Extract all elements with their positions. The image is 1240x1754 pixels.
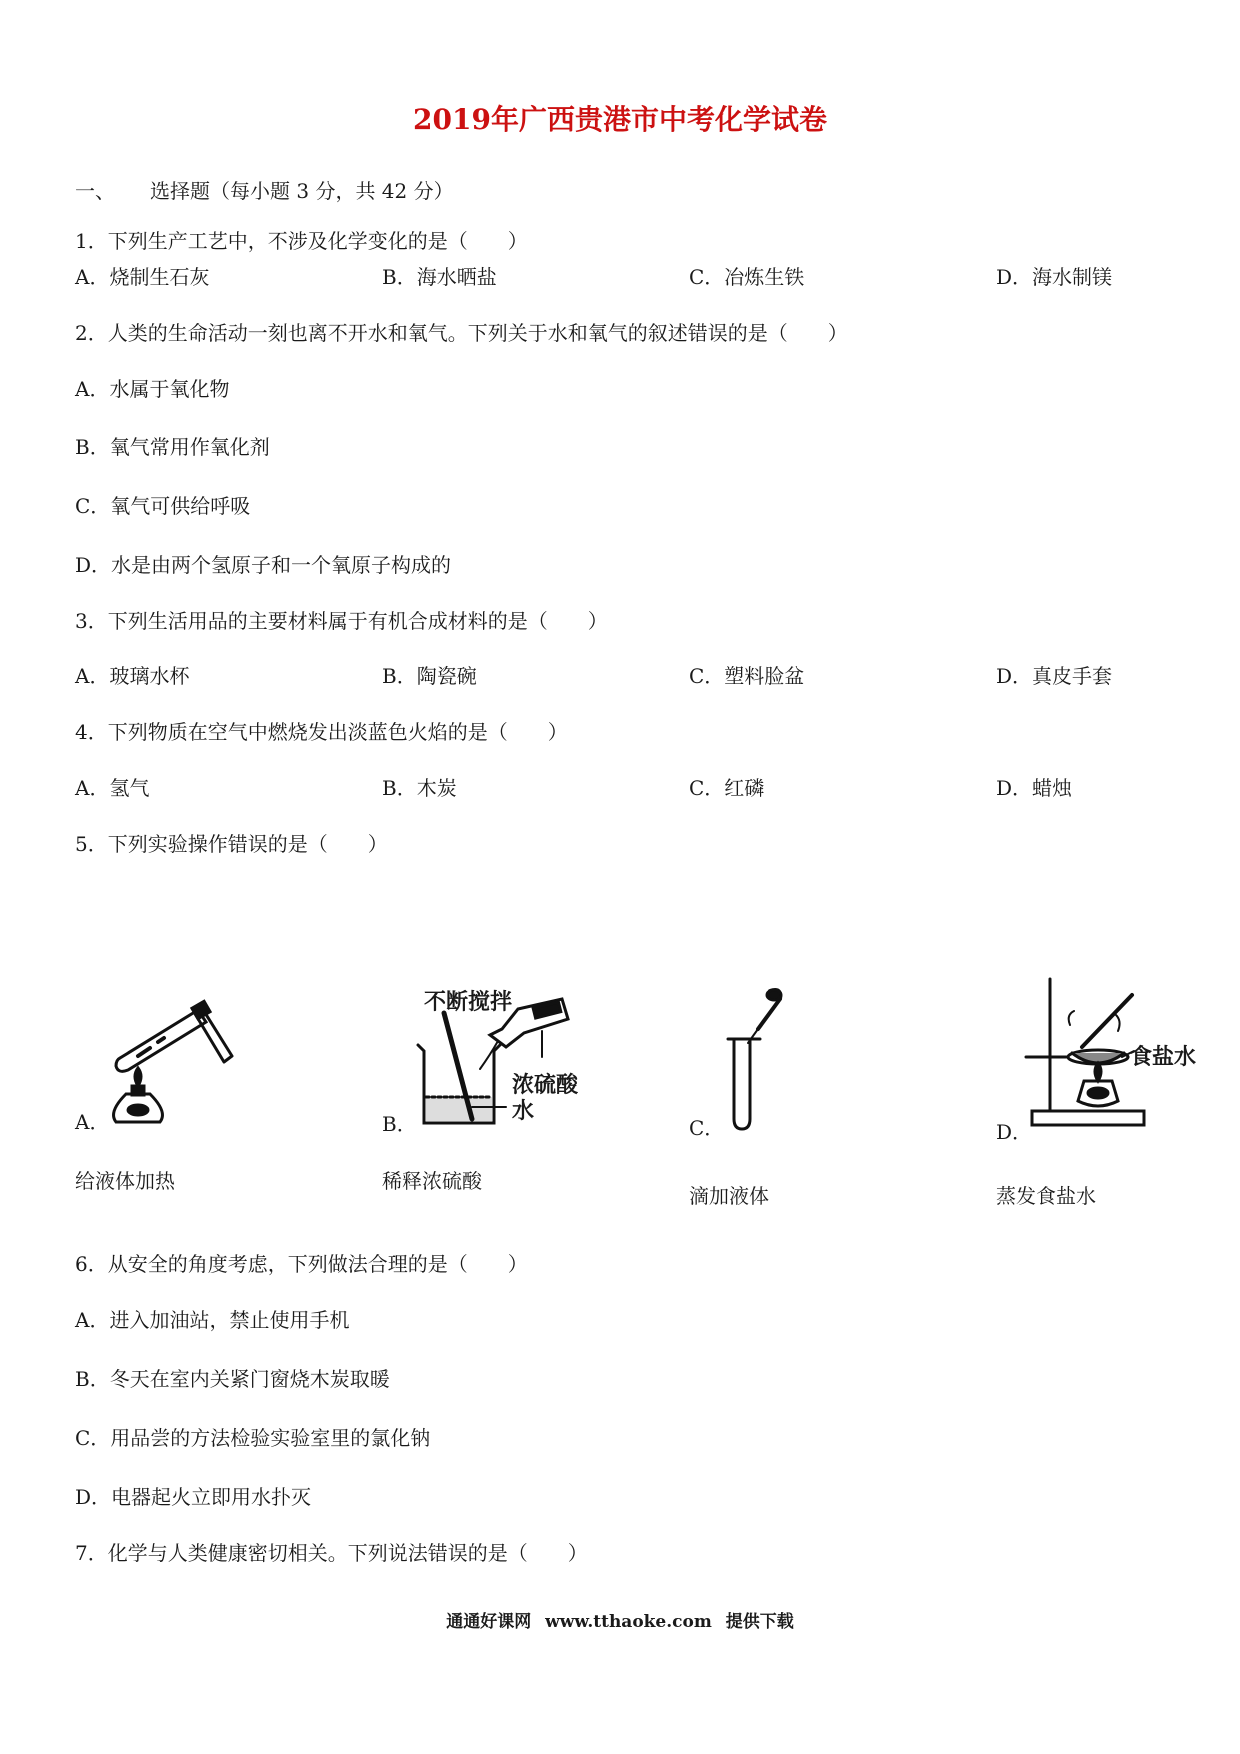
figure-label-water: 水	[512, 1098, 535, 1124]
question-3-option-c: C．塑料脸盆	[689, 664, 805, 688]
question-6-stem: 6．从安全的角度考虑，下列做法合理的是（ ）	[75, 1252, 528, 1276]
question-4-option-c: C．红磷	[689, 776, 765, 800]
question-5-caption-b: 稀释浓硫酸	[382, 1169, 482, 1193]
question-4-option-a: A．氢气	[75, 776, 150, 800]
question-3-stem: 3．下列生活用品的主要材料属于有机合成材料的是（ ）	[75, 609, 608, 633]
footer-url[interactable]: www.tthaoke.com	[545, 1612, 712, 1632]
question-3-option-a: A．玻璃水杯	[75, 664, 190, 688]
question-2-option-d: D．水是由两个氢原子和一个氧原子构成的	[75, 553, 452, 577]
question-6-option-a: A．进入加油站，禁止使用手机	[75, 1308, 350, 1332]
question-5-letter-d: D．	[996, 1120, 1033, 1144]
question-3-option-b: B．陶瓷碗	[382, 664, 477, 688]
question-5-caption-a: 给液体加热	[75, 1169, 175, 1193]
question-2-stem: 2．人类的生命活动一刻也离不开水和氧气。下列关于水和氧气的叙述错误的是（ ）	[75, 321, 848, 345]
question-5-letter-c: C．	[689, 1116, 725, 1140]
question-4-option-b: B．木炭	[382, 776, 457, 800]
question-1-stem: 1．下列生产工艺中，不涉及化学变化的是（ ）	[75, 229, 528, 253]
figure-label-acid: 浓硫酸	[512, 1072, 579, 1098]
question-2-option-c: C．氧气可供给呼吸	[75, 494, 251, 518]
question-1-option-b: B．海水晒盐	[382, 265, 497, 289]
question-1-option-a: A．烧制生石灰	[75, 265, 210, 289]
footer-site-name: 通通好课网	[446, 1612, 532, 1632]
question-5-stem: 5．下列实验操作错误的是（ ）	[75, 832, 388, 856]
question-5-letter-b: B．	[382, 1112, 417, 1136]
figure-label-brine: 食盐水	[1130, 1044, 1197, 1070]
footer-note: 提供下载	[725, 1612, 794, 1632]
question-5-letter-a: A．	[75, 1110, 110, 1134]
question-6-option-c: C．用品尝的方法检验实验室里的氯化钠	[75, 1426, 431, 1450]
question-6-option-d: D．电器起火立即用水扑灭	[75, 1485, 312, 1509]
question-1-option-d: D．海水制镁	[996, 265, 1113, 289]
page-footer	[0, 1607, 1240, 1632]
question-5-caption-c: 滴加液体	[689, 1184, 769, 1208]
question-4-option-d: D．蜡烛	[996, 776, 1073, 800]
question-2-option-a: A．水属于氧化物	[75, 377, 230, 401]
section-heading	[75, 178, 454, 204]
question-7-stem: 7．化学与人类健康密切相关。下列说法错误的是（ ）	[75, 1541, 588, 1565]
section-heading-text: 选择题（每小题 3 分，共 42 分）	[150, 179, 454, 203]
section-number: 一、	[75, 179, 115, 203]
question-3-option-d: D．真皮手套	[996, 664, 1113, 688]
question-5-caption-d: 蒸发食盐水	[996, 1184, 1096, 1208]
question-1-option-c: C．冶炼生铁	[689, 265, 805, 289]
question-6-option-b: B．冬天在室内关紧门窗烧木炭取暖	[75, 1367, 390, 1391]
question-4-stem: 4．下列物质在空气中燃烧发出淡蓝色火焰的是（ ）	[75, 720, 568, 744]
figure-heating-liquid	[98, 990, 238, 1130]
figure-label-stir: 不断搅拌	[424, 989, 513, 1015]
question-2-option-b: B．氧气常用作氧化剂	[75, 435, 270, 459]
page-title: 2019年广西贵港市中考化学试卷	[413, 103, 827, 136]
